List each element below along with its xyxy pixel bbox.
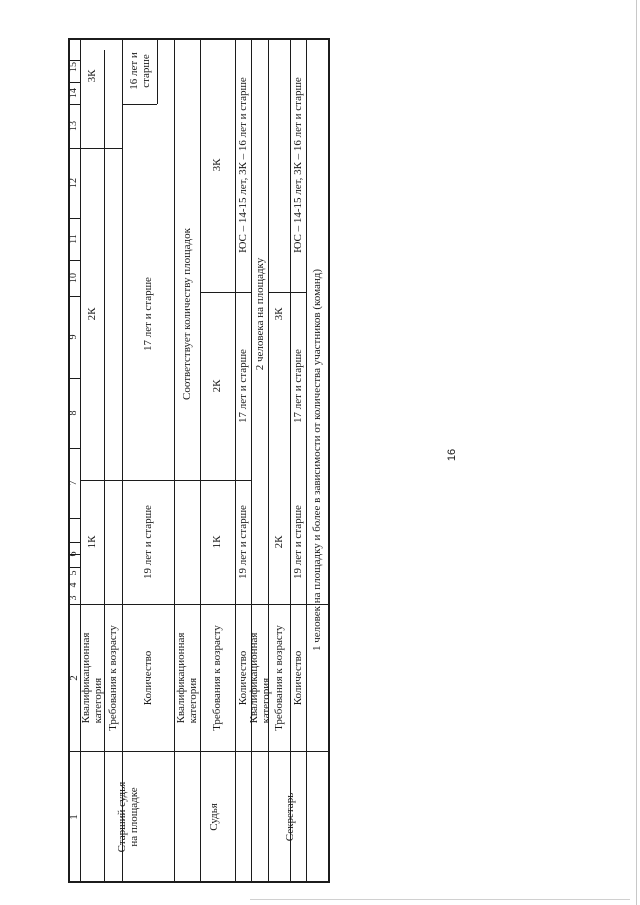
table-line bbox=[200, 292, 251, 293]
table-line bbox=[122, 104, 157, 105]
column-number: 12 bbox=[68, 178, 79, 188]
table-line bbox=[174, 38, 175, 883]
table-line bbox=[68, 378, 80, 379]
judge-category-1k: 1К bbox=[211, 535, 223, 549]
judge-age-mixed: ЮС – 14-15 лет, 3К – 16 лет и старше bbox=[237, 77, 249, 253]
table-line bbox=[80, 480, 251, 481]
param-age: Требования к возрасту bbox=[211, 625, 223, 731]
judge-age-17: 17 лет и старше bbox=[237, 349, 249, 423]
table-line bbox=[68, 60, 80, 61]
senior-age-16: 16 лет и старше bbox=[128, 52, 152, 90]
page-edge bbox=[250, 899, 630, 900]
table-line bbox=[68, 448, 80, 449]
column-number: 9 bbox=[68, 334, 79, 340]
secretary-age-19: 19 лет и старше bbox=[292, 505, 304, 579]
param-category: Квалификационная категория bbox=[248, 632, 272, 724]
judge-category-3k: 3К bbox=[211, 158, 223, 172]
role-senior-judge: Старший судья на площадке bbox=[116, 781, 140, 853]
judge-count: 2 человека на площадку bbox=[254, 257, 266, 371]
table-line bbox=[104, 50, 105, 883]
column-number: 6 bbox=[68, 551, 79, 557]
table-line bbox=[235, 38, 236, 883]
senior-age-19: 19 лет и старше bbox=[142, 505, 154, 579]
qualification-table bbox=[68, 38, 330, 883]
param-age: Требования к возрасту bbox=[107, 625, 119, 731]
param-age: Требования к возрасту bbox=[273, 625, 285, 731]
senior-category-2k: 2К bbox=[86, 307, 98, 321]
senior-age-17: 17 лет и старше bbox=[142, 277, 154, 351]
secretary-category-3k: 3К bbox=[273, 307, 285, 321]
table-line bbox=[68, 104, 80, 105]
secretary-age-17: 17 лет и старше bbox=[292, 349, 304, 423]
table-line bbox=[268, 292, 306, 293]
table-line bbox=[68, 751, 330, 752]
table-line bbox=[200, 38, 201, 883]
judge-category-2k: 2К bbox=[211, 379, 223, 393]
table-line bbox=[68, 604, 330, 605]
column-number: 1 bbox=[68, 814, 80, 820]
table-border bbox=[68, 38, 70, 883]
table-line bbox=[68, 148, 80, 149]
table-line bbox=[68, 567, 80, 568]
column-number: 4 bbox=[68, 582, 79, 588]
table-line bbox=[68, 542, 80, 543]
senior-count: Соответствует количеству площадок bbox=[181, 228, 193, 400]
param-count: Количество bbox=[292, 650, 304, 706]
table-line bbox=[80, 148, 122, 149]
table-line bbox=[68, 260, 80, 261]
secretary-count: 1 человек на площадку и более в зависимости от количества участников (команд) bbox=[311, 269, 323, 651]
table-line bbox=[68, 296, 80, 297]
judge-age-19: 19 лет и старше bbox=[237, 505, 249, 579]
column-number: 7 bbox=[68, 480, 79, 486]
column-number: 3 bbox=[68, 595, 79, 601]
column-number: 15 bbox=[68, 62, 79, 72]
column-number: 8 bbox=[68, 410, 79, 416]
param-count: Количество bbox=[142, 650, 154, 706]
param-category: Квалификационная категория bbox=[80, 632, 104, 724]
role-secretary: Секретарь bbox=[284, 792, 296, 842]
senior-category-1k: 1К bbox=[86, 535, 98, 549]
table-line bbox=[157, 38, 158, 104]
param-count: Количество bbox=[237, 650, 249, 706]
role-judge: Судья bbox=[208, 803, 220, 831]
column-number: 13 bbox=[68, 121, 79, 131]
column-number: 10 bbox=[68, 273, 79, 283]
table-line bbox=[80, 38, 81, 883]
table-line bbox=[290, 38, 291, 883]
table-line bbox=[122, 38, 123, 883]
secretary-age-mixed: ЮС – 14-15 лет, 3К – 16 лет и старше bbox=[292, 77, 304, 253]
secretary-category-2k: 2К bbox=[273, 535, 285, 549]
table-line bbox=[68, 82, 80, 83]
table-line bbox=[68, 218, 80, 219]
table-line bbox=[268, 38, 269, 883]
table-line bbox=[306, 38, 307, 883]
table-line bbox=[251, 38, 252, 883]
page-edge bbox=[636, 0, 637, 905]
column-number: 5 bbox=[68, 570, 79, 576]
senior-category-3k: 3К bbox=[86, 69, 98, 83]
table-line bbox=[68, 518, 80, 519]
column-number: 2 bbox=[68, 675, 80, 681]
param-category: Квалификационная категория bbox=[175, 632, 199, 724]
table-border bbox=[328, 38, 330, 883]
column-number: 11 bbox=[68, 234, 79, 244]
column-number: 14 bbox=[68, 88, 79, 98]
page-number: 16 bbox=[446, 448, 458, 462]
